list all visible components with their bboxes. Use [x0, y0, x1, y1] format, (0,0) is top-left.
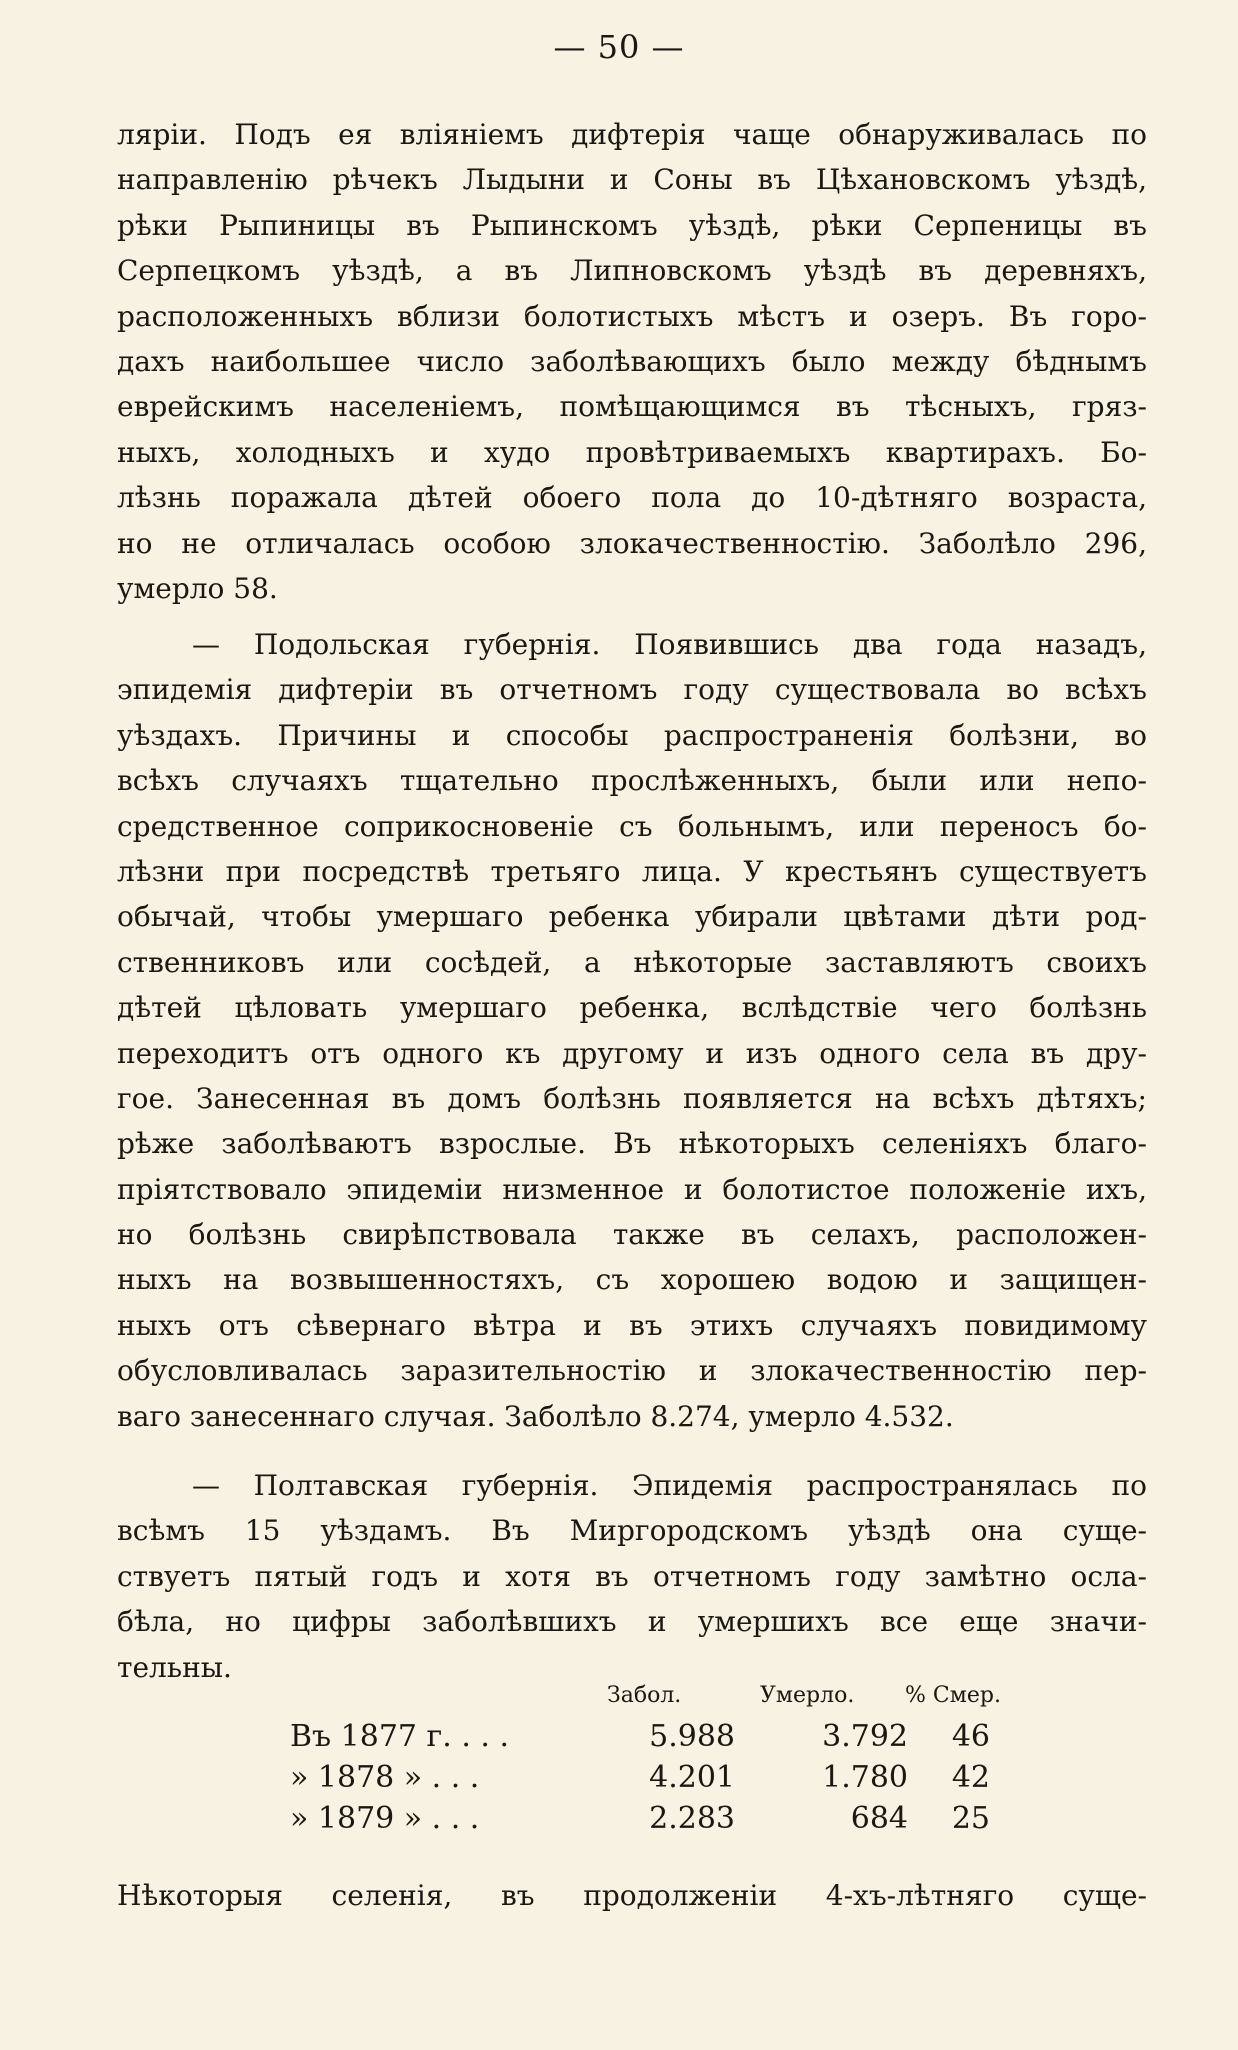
column-header-umerlo: Умерло.: [760, 1683, 855, 1708]
table-row: [290, 1760, 1050, 1801]
text-line: ныхъ, холодныхъ и худо провѣтриваемыхъ квартирахъ. Бо-: [117, 435, 1147, 469]
text-line: средственное соприкосновеніе съ больнымъ, или переносъ бо-: [117, 809, 1147, 843]
text-line: переходитъ отъ одного къ другому и изъ одного села въ дру-: [117, 1036, 1147, 1070]
text-line: еврейскимъ населеніемъ, помѣщающимся въ тѣсныхъ, гряз-: [117, 390, 1147, 424]
column-header-smer: % Смер.: [905, 1683, 1001, 1708]
cell-zabol: 5.988: [649, 1719, 735, 1754]
text-line: но не отличалась особою злокачественностію. Заболѣло 296,: [117, 526, 1147, 560]
text-line: дѣтей цѣловать умершаго ребенка, вслѣдствіе чего болѣзнь: [117, 991, 1147, 1025]
text-line: лѣзнь поражала дѣтей обоего пола до 10-дѣтняго возраста,: [117, 481, 1147, 515]
paragraph-continuation: [117, 112, 1147, 611]
text-line: умерло 58.: [117, 571, 278, 605]
text-line: ственниковъ или сосѣдей, а нѣкоторые заставляютъ своихъ: [117, 945, 1147, 979]
text-line: ствуетъ пятый годъ и хотя въ отчетномъ году замѣтно осла-: [117, 1559, 1147, 1593]
cell-umerlo: 1.780: [822, 1760, 908, 1795]
cell-umerlo: 3.792: [822, 1719, 908, 1754]
text-line: — Полтавская губернія. Эпидемія распространялась по: [192, 1469, 1147, 1502]
text-line: дахъ наибольшее число заболѣвающихъ было между бѣднымъ: [117, 344, 1147, 378]
text-line: ныхъ на возвышенностяхъ, съ хорошею водою и защищен-: [117, 1263, 1147, 1297]
text-line: всѣмъ 15 уѣздамъ. Въ Миргородскомъ уѣздѣ она суще-: [117, 1514, 1147, 1548]
text-line: всѣхъ случаяхъ тщательно прослѣженныхъ, были или непо-: [117, 764, 1147, 798]
cell-umerlo: 684: [850, 1801, 908, 1836]
text-line: лѣзни при посредствѣ третьяго лица. У крестьянъ существуетъ: [117, 854, 1147, 888]
text-line: Нѣкоторыя селенія, въ продолженіи 4-хъ-лѣтняго суще-: [117, 1879, 1147, 1912]
text-line: бѣла, но цифры заболѣвшихъ и умершихъ все еще значи-: [117, 1605, 1147, 1639]
text-line: Серпецкомъ уѣздѣ, а въ Липновскомъ уѣздѣ въ деревняхъ,: [117, 254, 1147, 288]
row-label: Въ 1877 г. . . .: [290, 1719, 510, 1754]
text-line: ляріи. Подъ ея вліяніемъ дифтерія чаще обнаруживалась по: [117, 118, 1147, 151]
page-number: — 50 —: [553, 28, 685, 66]
row-label: » 1878 » . . .: [290, 1760, 480, 1795]
text-line: уѣздахъ. Причины и способы распространенія болѣзни, во: [117, 718, 1147, 752]
text-line: обычай, чтобы умершаго ребенка убирали цвѣтами дѣти род-: [117, 900, 1147, 934]
text-line: обусловливалась заразительностію и злокачественностію пер-: [117, 1354, 1147, 1388]
text-line: — Подольская губернія. Появившись два года назадъ,: [192, 628, 1147, 661]
text-line: ваго занесеннаго случая. Заболѣло 8.274, умерло 4.532.: [117, 1399, 954, 1433]
table-row: [290, 1719, 1050, 1760]
table-header-row: [290, 1683, 1050, 1719]
cell-zabol: 4.201: [649, 1760, 735, 1795]
text-line: но болѣзнь свирѣпствовала также въ селахъ, расположен-: [117, 1218, 1147, 1252]
text-line: пріятствовало эпидеміи низменное и болотистое положеніе ихъ,: [117, 1172, 1147, 1206]
table-row: [290, 1801, 1050, 1842]
text-line: рѣки Рыпиницы въ Рыпинскомъ уѣздѣ, рѣки Серпеницы въ: [117, 208, 1147, 242]
text-line: гое. Занесенная въ домъ болѣзнь появляется на всѣхъ дѣтяхъ;: [117, 1081, 1147, 1115]
paragraph-poltava: [117, 1463, 1147, 1690]
text-line: расположенныхъ вблизи болотистыхъ мѣстъ и озеръ. Въ горо-: [117, 299, 1147, 333]
column-header-zabol: Забол.: [607, 1683, 682, 1708]
cell-smer: 46: [951, 1719, 990, 1754]
cell-smer: 42: [951, 1760, 990, 1795]
text-line: тельны.: [117, 1650, 232, 1684]
paragraph-podolsk: [117, 622, 1147, 1439]
cell-smer: 25: [951, 1801, 990, 1836]
text-line: направленію рѣчекъ Лыдыни и Соны въ Цѣхановскомъ уѣздѣ,: [117, 163, 1147, 197]
cell-zabol: 2.283: [649, 1801, 735, 1836]
statistics-table: [290, 1683, 1050, 1842]
paragraph-continued: [117, 1873, 1147, 1918]
row-label: » 1879 » . . .: [290, 1801, 480, 1836]
text-line: рѣже заболѣваютъ взрослые. Въ нѣкоторыхъ селеніяхъ благо-: [117, 1127, 1147, 1161]
text-line: эпидемія дифтеріи въ отчетномъ году существовала во всѣхъ: [117, 673, 1147, 707]
text-line: ныхъ отъ сѣвернаго вѣтра и въ этихъ случаяхъ повидимому: [117, 1308, 1147, 1342]
